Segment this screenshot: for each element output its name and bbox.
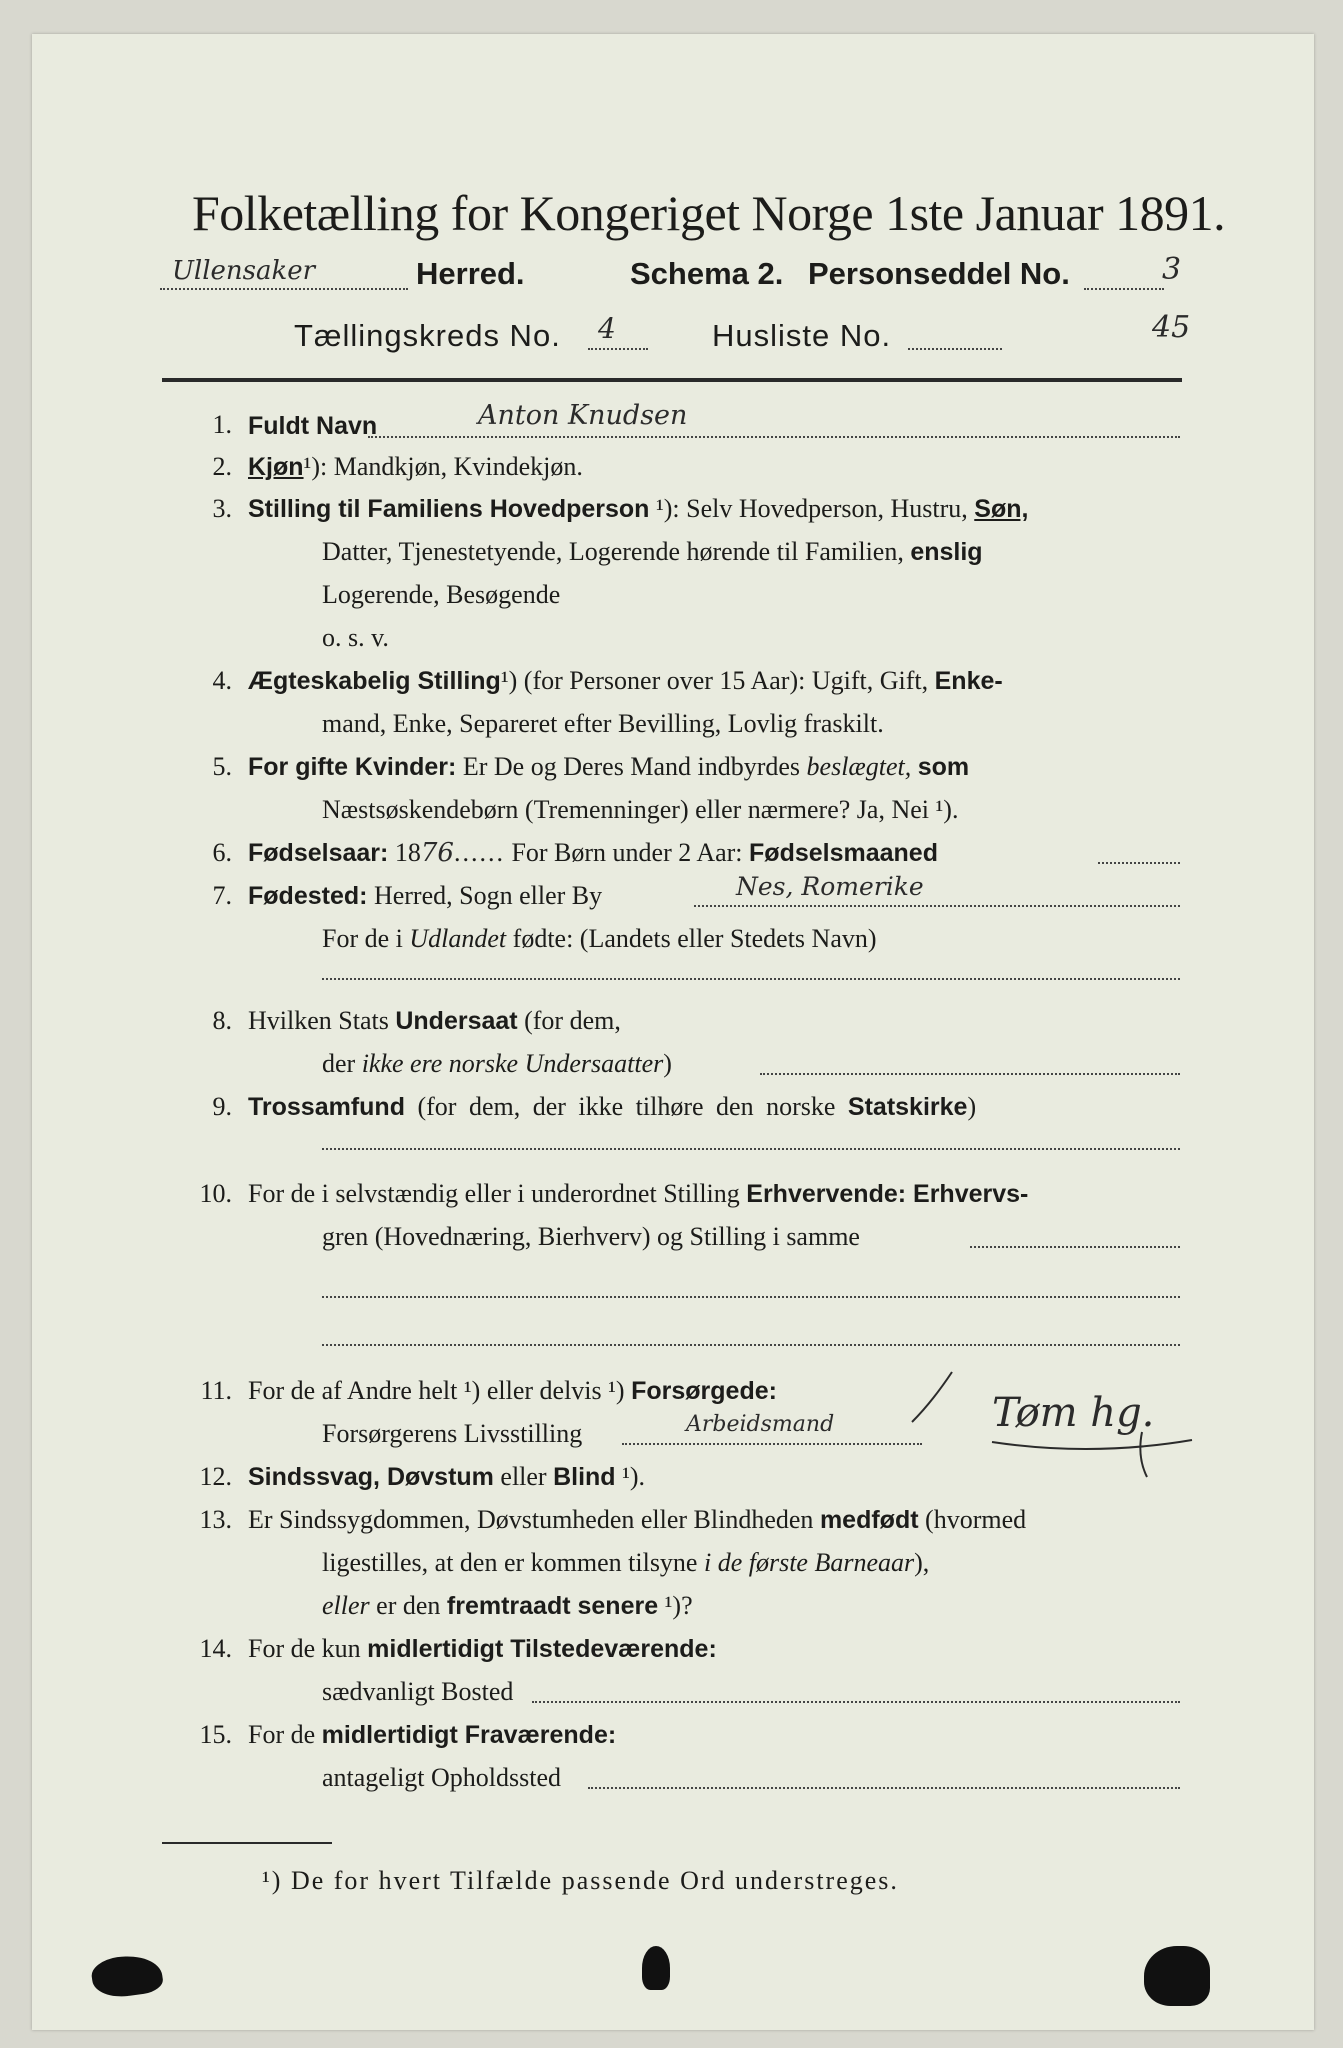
q7-answer: Nes, Romerike (732, 872, 928, 901)
q7-dotted-line (694, 905, 1180, 907)
q6-line: Fødselsaar: 1876...... For Børn under 2 Aar: Fødselsmaaned (248, 838, 938, 868)
q8-line2 (322, 1049, 672, 1079)
personseddel-value: 3 (1162, 252, 1182, 287)
kreds-dotted-line (588, 348, 648, 350)
q13-line1-a: Er Sindssygdommen, Døvstumheden eller Blindheden (248, 1505, 814, 1534)
q6-answer: 76 (420, 838, 454, 868)
q10-line2: gren (Hovednæring, Bierhverv) og Stilling i samme (322, 1222, 860, 1251)
q10-dotted-line (970, 1246, 1180, 1248)
q5-line1-bold: som (917, 753, 970, 781)
q5-label: For gifte Kvinder: (248, 753, 457, 781)
kreds-value: 4 (598, 312, 616, 345)
q8-line2-a: der (322, 1049, 356, 1078)
q7-line2-b: fødte: (Landets eller Stedets Navn) (512, 924, 877, 953)
q10-line1-a: For de i selvstændig eller i underordnet Stilling (248, 1179, 740, 1208)
q12-label: Sindssvag, Døvstum (248, 1463, 494, 1491)
q13-line3 (322, 1591, 693, 1621)
q11-line2: Forsørgerens Livsstilling (322, 1419, 583, 1448)
q15-line2: antageligt Opholdssted (322, 1763, 562, 1792)
q3-line2-text: Datter, Tjenestetyende, Logerende hørende til Familien, (322, 537, 904, 566)
q7-number: 7. (212, 881, 232, 910)
q15-line1-a: For de (248, 1720, 316, 1749)
schema-label: Schema 2. (630, 256, 784, 291)
q3-line1 (248, 494, 1028, 524)
q8-line2-it: ikke ere norske Undersaatter (361, 1049, 664, 1078)
q1-answer: Anton Knudsen (472, 400, 693, 431)
q2-line (248, 452, 583, 482)
herred-value: Ullensaker (172, 256, 316, 286)
q12-line (248, 1462, 645, 1492)
q7-line2-it: Udlandet (409, 924, 507, 953)
q4-line1-rest: ¹) (for Personer over 15 Aar): Ugift, Gift, (500, 666, 929, 695)
q8-line1-b: (for dem, (524, 1006, 621, 1035)
q13-line1-b: (hvormed (925, 1505, 1027, 1534)
q7-label: Fødested: (248, 882, 368, 910)
q13-line2-b: ), (914, 1548, 930, 1577)
q9-blank-dotted-line (322, 1148, 1180, 1150)
footnote: ¹) De for hvert Tilfælde passende Ord understreges. (262, 1866, 899, 1895)
q9-line1-rest: (for dem, der ikke tilhøre den norske (417, 1092, 836, 1121)
q15-line1-bold: midlertidigt Fraværende: (321, 1721, 617, 1749)
bottom-right-stain (1144, 1946, 1210, 2006)
q4-label: Ægteskabelig Stilling (248, 667, 501, 695)
herred-label: Herred. (416, 256, 525, 291)
q7-line1 (248, 881, 602, 911)
q11-answer: Arbeidsmand (682, 1412, 838, 1437)
q9-line1 (248, 1092, 976, 1122)
q3-line4: o. s. v. (322, 623, 389, 652)
q11-number: 11. (200, 1376, 232, 1405)
q8-line2-b: ) (663, 1049, 672, 1078)
q3-line2 (322, 537, 983, 567)
q2-number: 2. (212, 452, 232, 481)
q11-line1-a: For de af Andre helt ¹) eller delvis ¹) (248, 1376, 625, 1405)
bottom-left-stain (90, 1951, 165, 2000)
q5-line2: Næstsøskendebørn (Tremenninger) eller nærmere? Ja, Nei ¹). (322, 795, 959, 824)
q13-line3-bold: fremtraadt senere (446, 1592, 659, 1620)
q5-line1 (248, 752, 969, 782)
q15-line1 (248, 1720, 616, 1750)
q8-dotted-line (760, 1073, 1180, 1075)
q10-blank-dotted-line-1 (322, 1296, 1180, 1298)
q6-label: Fødselsaar: (248, 839, 389, 867)
q3-line2-bold: enslig (910, 538, 983, 566)
q13-line3-it: eller (322, 1591, 370, 1620)
husliste-label: Husliste No. (712, 318, 892, 353)
census-form-sheet (32, 34, 1314, 2030)
q6-number: 6. (212, 838, 232, 867)
q13-line2-it: i de første Barneaar (703, 1548, 915, 1577)
q13-line3-b: ¹)? (664, 1591, 693, 1620)
q3-label: Stilling til Familiens Hovedperson (248, 495, 650, 523)
q3-line3: Logerende, Besøgende (322, 580, 561, 609)
q1-dotted-line (368, 436, 1180, 438)
q3-number: 3. (212, 494, 232, 523)
q13-line1-bold: medfødt (819, 1506, 919, 1534)
q14-line1-a: For de kun (248, 1634, 361, 1663)
q9-label: Trossamfund (248, 1093, 405, 1121)
q6-rest-bold: Fødselsmaaned (749, 839, 938, 867)
q4-line1 (248, 666, 1003, 696)
q7-line2 (322, 924, 877, 954)
q8-line1 (248, 1006, 621, 1036)
q8-line1-bold: Undersaat (395, 1007, 518, 1035)
q2-text: ¹): Mandkjøn, Kvindekjøn. (303, 452, 583, 481)
kreds-label: Tællingskreds No. (294, 318, 561, 353)
q14-line2: sædvanligt Bosted (322, 1677, 514, 1706)
form-title: Folketælling for Kongeriget Norge 1ste Januar 1891. (192, 185, 1226, 241)
q11-line1 (248, 1376, 777, 1406)
q12-number: 12. (199, 1462, 232, 1491)
footnote-rule (162, 1842, 332, 1844)
q1-label: Fuldt Navn (248, 412, 378, 440)
q13-line2-a: ligestilles, at den er kommen tilsyne (322, 1548, 698, 1577)
q12-mid: eller (500, 1462, 547, 1491)
header-rule (162, 378, 1182, 382)
q13-number: 13. (199, 1505, 232, 1534)
q3-line1-rest: ¹): Selv Hovedperson, Hustru, (655, 494, 968, 523)
q6-prefix: 18 (394, 838, 421, 867)
q6-dotted-line (1098, 862, 1180, 864)
personseddel-label: Personseddel No. (808, 256, 1070, 291)
q11-note: Tøm hg. (992, 1390, 1155, 1436)
husliste-value: 45 (1152, 310, 1191, 345)
q14-number: 14. (199, 1634, 232, 1663)
q11-dotted-line (622, 1443, 922, 1445)
q2-label: Kjøn (248, 453, 304, 481)
q8-number: 8. (212, 1006, 232, 1035)
q13-line1 (248, 1505, 1026, 1535)
q11-handwritten-strokes (892, 1362, 1212, 1482)
q7-line1-rest: Herred, Sogn eller By (373, 881, 603, 910)
q14-line1-bold: midlertidigt Tilstedeværende: (367, 1635, 717, 1663)
q7-line2-a: For de i (322, 924, 403, 953)
personseddel-dotted-line (1084, 288, 1164, 290)
q8-line1-a: Hvilken Stats (248, 1006, 389, 1035)
q15-number: 15. (199, 1720, 232, 1749)
husliste-dotted-line (908, 348, 1002, 350)
q7-blank-dotted-line (322, 978, 1180, 980)
q4-line2: mand, Enke, Separeret efter Bevilling, Lovlig fraskilt. (322, 709, 884, 738)
q11-line1-bold: Forsørgede: (631, 1377, 777, 1405)
q10-line1 (248, 1179, 1028, 1209)
q12-end: ¹). (622, 1462, 646, 1491)
q14-line1 (248, 1634, 717, 1664)
q5-line1-rest: Er De og Deres Mand indbyrdes (462, 752, 801, 781)
q6-rest: For Børn under 2 Aar: (511, 838, 743, 867)
q9-number: 9. (212, 1092, 232, 1121)
q9-line1-end: ) (967, 1092, 977, 1121)
q10-number: 10. (199, 1179, 232, 1208)
herred-dotted-line (160, 288, 408, 290)
q10-blank-dotted-line-2 (322, 1344, 1180, 1346)
q13-line2 (322, 1548, 929, 1578)
q3-son: Søn, (974, 495, 1029, 523)
q5-line1-it: beslægtet, (806, 752, 912, 781)
q14-dotted-line (532, 1701, 1180, 1703)
q1-number: 1. (212, 410, 232, 439)
q4-number: 4. (212, 666, 232, 695)
q15-dotted-line (588, 1787, 1180, 1789)
q9-line1-bold: Statskirke (847, 1093, 968, 1121)
q5-number: 5. (212, 752, 232, 781)
q10-line1-bold: Erhvervende: Erhvervs- (746, 1180, 1029, 1208)
q12-label2: Blind (553, 1463, 616, 1491)
q13-line3-a: er den (376, 1591, 441, 1620)
q4-line1-bold: Enke- (934, 667, 1003, 695)
bottom-center-stain (642, 1946, 670, 1990)
